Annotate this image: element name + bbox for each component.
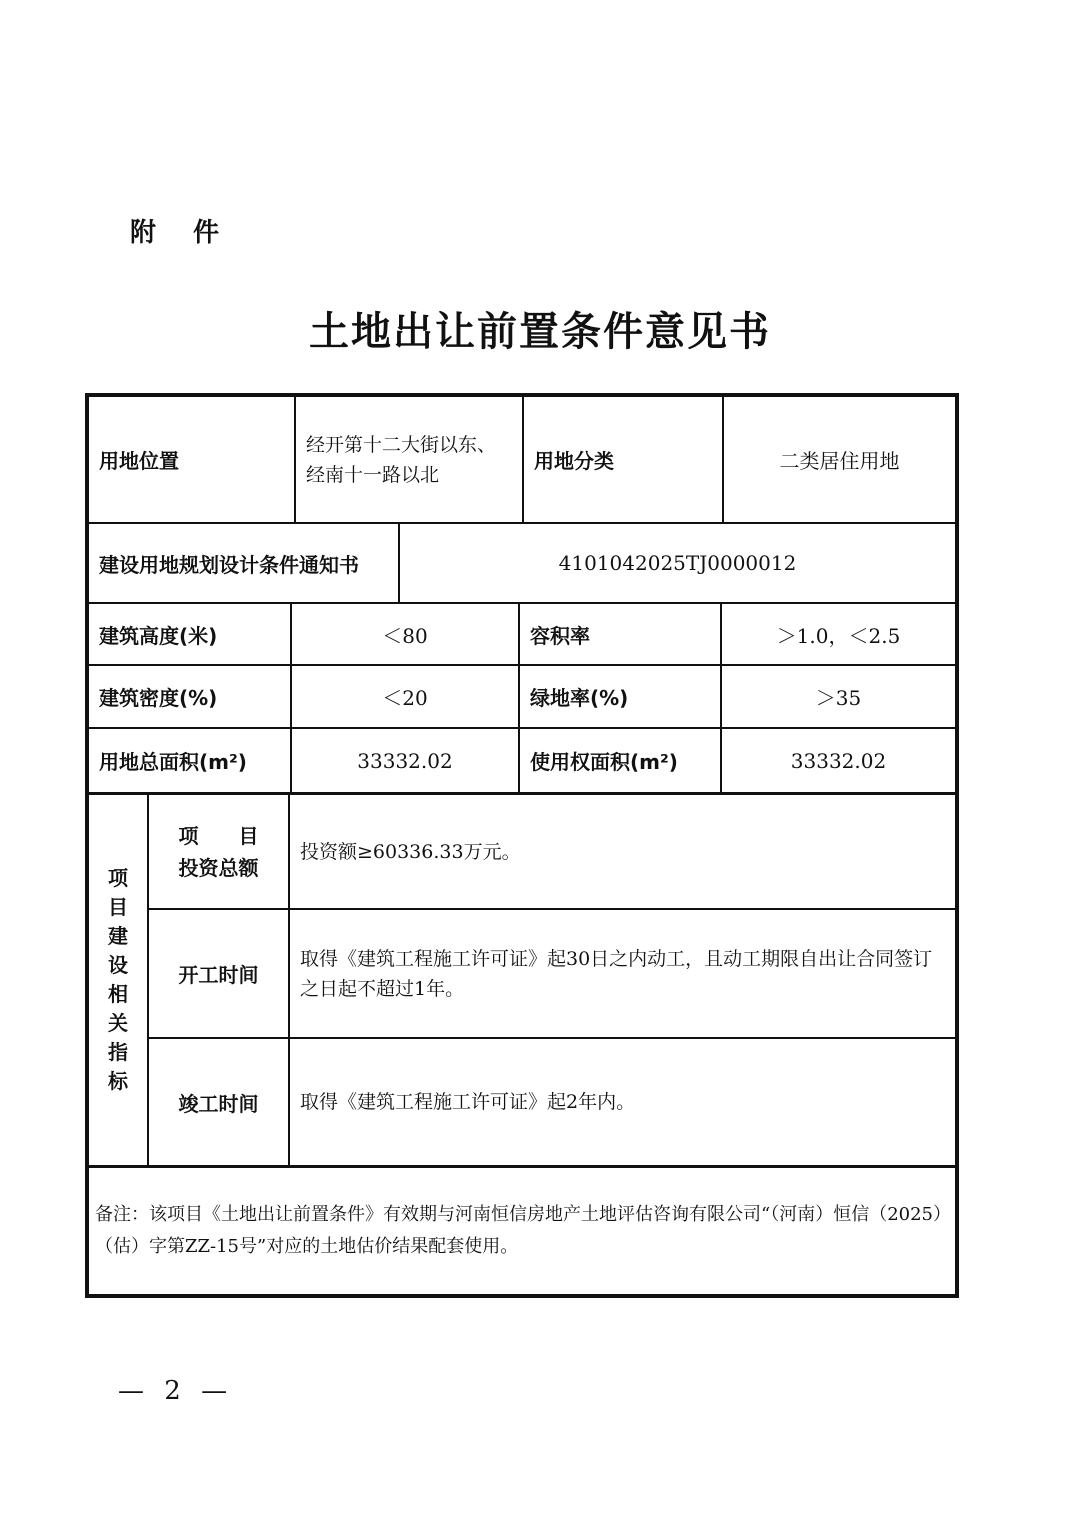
start-time-value: 取得《建筑工程施工许可证》起30日之内动工，且动工期限自出让合同签订之日起不超过1年。 xyxy=(300,947,933,1000)
start-time-label: 开工时间 xyxy=(178,963,259,987)
building-density-value: ＜20 xyxy=(382,686,428,710)
conditions-table xyxy=(85,393,959,1298)
total-area-label: 用地总面积(m²) xyxy=(99,750,247,774)
document-title: 土地出让前置条件意见书 xyxy=(309,308,771,355)
completion-time-label: 竣工时间 xyxy=(178,1091,259,1116)
land-category-value: 二类居住用地 xyxy=(779,449,900,473)
building-height-value: ＜80 xyxy=(382,623,428,648)
land-category-label: 用地分类 xyxy=(534,449,614,473)
floor-area-ratio-value: ＞1.0，＜2.5 xyxy=(776,623,901,648)
use-right-area-value: 33332.02 xyxy=(790,748,887,773)
green-ratio-label: 绿地率(%) xyxy=(530,686,629,710)
investment-label-line2: 投资总额 xyxy=(178,855,259,880)
remark-note: 备注：该项目《土地出让前置条件》有效期与河南恒信房地产土地评估咨询有限公司“（河南）恒信（2025）（估）字第ZZ-15号”对应的土地估价结果配套使用。 xyxy=(95,1204,943,1257)
building-height-label: 建筑高度(米) xyxy=(99,623,218,648)
investment-label-line1: 项 目 xyxy=(178,823,259,848)
attachment-label: 附 件 xyxy=(130,218,234,248)
building-density-label: 建筑密度(%) xyxy=(99,686,218,710)
completion-time-value: 取得《建筑工程施工许可证》起2年内。 xyxy=(300,1091,636,1113)
page-number: — 2 — xyxy=(118,1376,234,1406)
project-indicators-section xyxy=(89,795,147,1165)
investment-label xyxy=(149,795,288,908)
land-location-label: 用地位置 xyxy=(99,449,179,473)
planning-notice-label: 建设用地规划设计条件通知书 xyxy=(99,552,359,577)
green-ratio-value: ＞35 xyxy=(815,686,862,710)
investment-value: 投资额≥60336.33万元。 xyxy=(300,840,521,863)
use-right-area-label: 使用权面积(m²) xyxy=(530,750,678,774)
land-location-value: 经开第十二大街以东、经南十一路以北 xyxy=(306,433,497,486)
planning-notice-value: 4101042025TJ0000012 xyxy=(558,551,797,575)
project-indicators-label: 项目建设相关指标 xyxy=(108,866,128,1093)
floor-area-ratio-label: 容积率 xyxy=(530,623,590,648)
total-area-value: 33332.02 xyxy=(357,748,453,773)
